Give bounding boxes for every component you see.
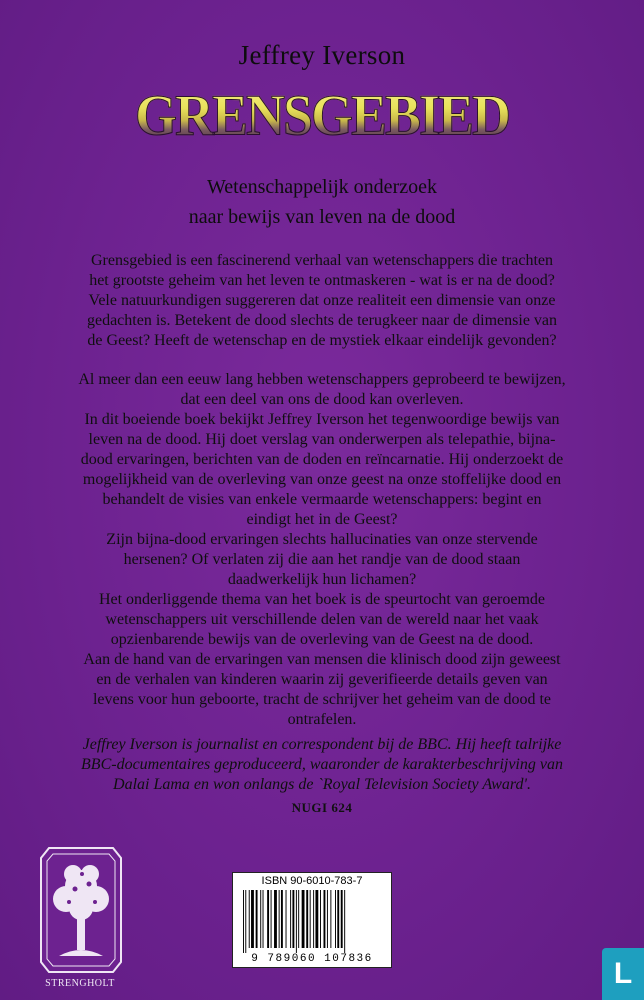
publisher-name: STRENGHOLT	[45, 978, 115, 989]
blurb-line: eindigt het in de Geest?	[246, 511, 398, 528]
blurb-line: en de verhalen van kinderen waarin zij geverifieerde details geven van	[96, 671, 548, 688]
blurb-line: hersenen? Of verlaten zij die aan het randje van de dood staan	[123, 551, 521, 568]
blurb-line: leven na de dood. Hij doet verslag van onderwerpen als telepathie, bijna-	[88, 431, 556, 448]
blurb-line: levens voor hun geboorte, tracht de schrijver het geheim van de dood te	[92, 691, 552, 708]
subtitle-line-2: naar bewijs van leven na de dood	[188, 206, 456, 228]
barcode-bars	[241, 890, 383, 953]
blurb-line: gedachten is. Betekent de dood slechts de terugkeer naar de dimensie van	[86, 312, 558, 329]
blurb-line: Aan de hand van de ervaringen van mensen die klinisch dood zijn geweest	[83, 651, 561, 668]
bio-bbc-abbr: BBC	[417, 736, 448, 753]
blurb-line: wetenschappers uit verschillende delen van de wereld naar het vaak	[105, 611, 539, 628]
bio-bbc-abbr: BBC	[81, 756, 112, 773]
bio-text: . Hij heeft talrijke	[447, 736, 562, 753]
book-title: GRENSGEBIED	[0, 82, 644, 149]
sticker-letter: L	[613, 957, 633, 990]
isbn-barcode	[232, 872, 392, 968]
ean-number: 9 789060 107836	[251, 953, 373, 965]
blurb-line: ontrafelen.	[287, 711, 357, 728]
blurb-line: Grensgebied is een fascinerend verhaal van wetenschappers die trachten	[90, 252, 553, 269]
bio-line-3: Dalai Lama en won onlangs de `Royal Television Society Award'.	[113, 776, 531, 793]
isbn-number: ISBN 90-6010-783-7	[261, 875, 363, 887]
blurb-line: Al meer dan een eeuw lang hebben wetenschappers geprobeerd te bewijzen,	[78, 371, 566, 388]
library-sticker	[602, 948, 644, 1000]
blurb-line: opzienbarende bewijs van de overleving van de Geest na de dood.	[110, 631, 534, 648]
blurb-paragraph-2	[42, 370, 602, 590]
book-subtitle	[0, 172, 644, 232]
blurb-line: behandelt de visies van enkele vermaarde wetenschappers: begint en	[102, 491, 542, 508]
blurb-line: dat een deel van ons de dood kan overleven.	[180, 391, 464, 408]
blurb-line: dood ervaringen, berichten van de doden en reïncarnatie. Hij onderzoekt de	[80, 451, 564, 468]
bio-line-2	[42, 755, 602, 775]
bio-text: -documentaires geproduceerd, waaronder de karakterbeschrijving van	[111, 756, 563, 773]
blurb-paragraph-3	[42, 590, 602, 730]
nugi-code: NUGI 624	[291, 800, 353, 815]
blurb-line: daadwerkelijk hun lichamen?	[227, 571, 417, 588]
blurb-line: de Geest? Heeft de wetenschap en de mystiek elkaar eindelijk gevonden?	[87, 332, 557, 349]
blurb-line: Zijn bijna-dood ervaringen slechts hallucinaties van onze stervende	[106, 531, 538, 548]
blurb-line: Vele natuurkundigen suggereren dat onze realiteit een dimensie van onze	[88, 292, 556, 309]
blurb-line: het grootste geheim van het leven te ontmaskeren - wat is er na de dood?	[89, 272, 555, 289]
publisher-tree-logo-icon	[37, 844, 125, 990]
blurb-paragraph-1	[42, 251, 602, 351]
blurb-line: In dit boeiende boek bekijkt Jeffrey Iverson het tegenwoordige bewijs van	[84, 411, 560, 428]
subtitle-line-1: Wetenschappelijk onderzoek	[207, 176, 437, 198]
blurb-line: mogelijkheid van de overleving van onze geest na onze stoffelijke dood en	[82, 471, 562, 488]
bio-text: Jeffrey Iverson is journalist en correspondent bij de	[82, 736, 418, 753]
author-bio	[42, 735, 602, 795]
author-name: Jeffrey Iverson	[238, 40, 406, 70]
bio-line-1	[42, 735, 602, 755]
blurb-line: Het onderliggende thema van het boek is de speurtocht van geroemde	[98, 591, 546, 608]
